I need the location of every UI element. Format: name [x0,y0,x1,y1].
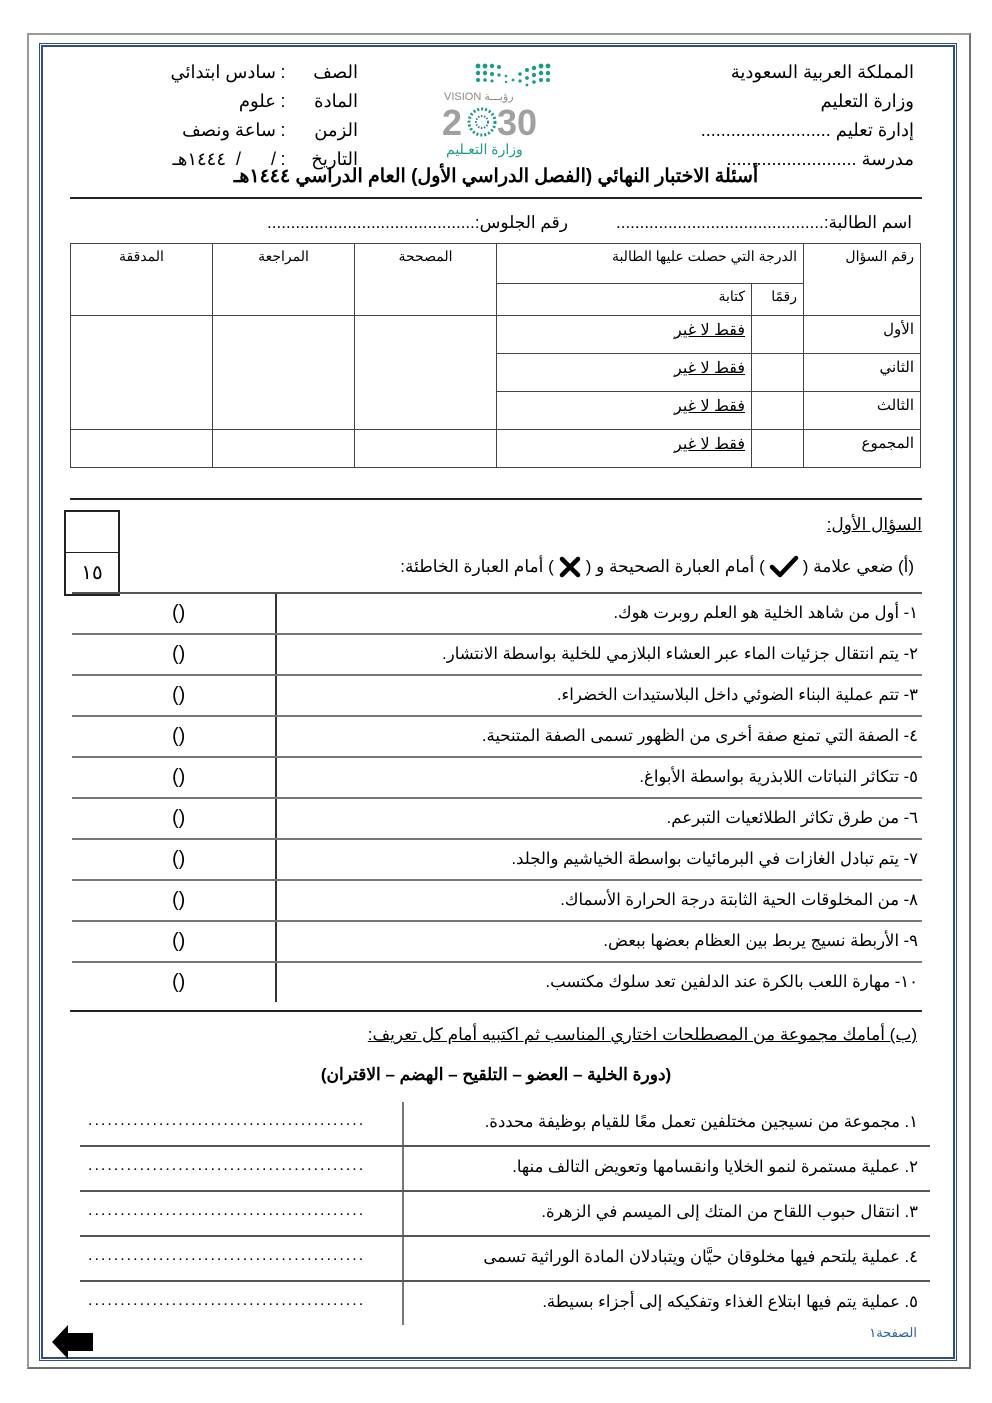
paren: ) [178,602,186,624]
list-item [80,1282,930,1325]
vision-text: VISION رؤيـــة [444,91,514,103]
grade-table [70,243,921,468]
grade-value: سادس ابتدائي [170,62,276,82]
statement-text: ٣- تتم عملية البناء الضوئي داخل البلاستيدات الخضراء. [275,676,922,715]
answer-slot[interactable] [72,635,275,674]
list-item [80,1147,930,1192]
section-divider [70,1010,922,1012]
list-item [80,1102,930,1147]
ministry-name: وزارة التعليم [820,91,914,111]
paren: ) [178,848,186,870]
header-words: كتابة [497,284,752,316]
student-info [267,213,912,233]
page-number: الصفحة١ [869,1325,917,1340]
instruction-text: ) أمام العبارة الصحيحة و ( [585,557,765,576]
time-label: الزمن [314,120,358,140]
header-grade: الدرجة التي حصلت عليها الطالبة [497,244,804,284]
paren: ( [172,807,179,829]
paren: ) [178,766,186,788]
definition-text: ٤. عملية يلتحم فيها مخلوقان حيَّان ويتبادلان المادة الوراثية تسمى [402,1237,930,1280]
statement-text: ٤- الصفة التي تمنع صفة أخرى من الظهور تسمى الصفة المتنحية. [275,717,922,756]
kingdom-name: المملكة العربية السعودية [730,62,914,82]
school-name: مدرسة .......................... [726,149,914,169]
arrow-left-icon[interactable] [50,1322,96,1362]
answer-slot[interactable] [72,758,275,797]
date-label: التاريخ [311,149,358,169]
statement-text: ٦- من طرق تكاثر الطلائعيات التبرعم. [275,799,922,838]
partB-terms: (دورة الخلية – العضو – التلقيح – الهضم – الاقتران) [320,1065,672,1084]
answer-field[interactable]: ........................................... [88,1292,366,1309]
vision-year: 2 [442,102,463,143]
words-cell[interactable] [497,392,752,430]
paren: ( [172,766,179,788]
instruction-text: (أ) ضعي علامة ( [802,557,914,576]
paren: ( [172,602,179,624]
question1-title: السؤال الأول: [826,515,922,534]
header-exam-info [88,58,358,174]
list-item [80,1192,930,1237]
date-value: / / ١٤٤٤هـ [172,149,276,169]
svg-text:30: 30 [497,102,538,143]
definition-text: ٣. انتقال حبوب اللقاح من المتك إلى الميسم في الزهرة. [402,1192,930,1235]
colon: : [280,149,286,169]
colon: : [280,91,286,111]
definitions-list [80,1102,930,1325]
words-cell[interactable] [497,430,752,468]
header-reviewer: المراجعة [213,244,355,316]
reviewer-cell[interactable] [213,316,355,430]
header-institution [701,58,914,174]
paren: ( [172,643,179,665]
header-corrector: المصححة [355,244,497,316]
score-earned-cell[interactable] [66,512,118,553]
statement-text: ٥- تتكاثر النباتات اللابذرية بواسطة الأبواغ. [275,758,922,797]
paren: ( [172,971,179,993]
colon: : [280,62,286,82]
subject-value: علوم [238,91,276,111]
student-name-field[interactable]: اسم الطالبة:............................................ [616,213,912,232]
list-item [80,1237,930,1282]
question1-score-box [64,510,120,596]
list-item [72,963,922,1002]
definition-text: ٥. عملية يتم فيها ابتلاع الغذاء وتفكيكه إلى أجزاء بسيطة. [402,1282,930,1325]
answer-field[interactable]: ........................................... [88,1247,366,1264]
list-item [72,717,922,758]
paren: ) [178,643,186,665]
paren: ( [172,848,179,870]
list-item [72,635,922,676]
statement-text: ٨- من المخلوقات الحية الثابتة درجة الحرارة الأسماك. [275,881,922,920]
table-row [71,316,921,354]
logo-graphic [440,58,565,158]
check-mark-icon [769,555,799,579]
paren: ( [172,889,179,911]
row-label: الثاني [804,354,921,392]
words-cell[interactable] [497,316,752,354]
words-cell[interactable] [497,354,752,392]
list-item [72,922,922,963]
row-label: الثالث [804,392,921,430]
header-question-no: رقم السؤال [804,244,921,316]
paren: ) [178,684,186,706]
grade-row [88,58,358,87]
answer-slot[interactable] [72,594,275,633]
partB-title: (ب) أمامك مجموعة من المصطلحات اختاري المناسب ثم اكتبيه أمام كل تعريف: [367,1025,917,1044]
words-text: فقط لا غير [674,360,745,377]
statement-text: ٩- الأربطة نسيج يربط بين العظام بعضها ببعض. [275,922,922,961]
corrector-cell[interactable] [355,430,497,468]
list-item [72,758,922,799]
statement-text: ١٠- مهارة اللعب بالكرة عند الدلفين تعد سلوك مكتسب. [275,963,922,1002]
paren: ) [178,930,186,952]
row-label: الأول [804,316,921,354]
list-item [72,840,922,881]
words-text: فقط لا غير [674,398,745,415]
auditor-cell[interactable] [71,430,213,468]
question1-instruction [400,555,914,579]
corrector-cell[interactable] [355,316,497,430]
digits-cell[interactable] [752,430,804,468]
section-divider [70,498,922,500]
statement-text: ١- أول من شاهد الخلية هو العلم روبرت هوك. [275,594,922,633]
true-false-list [72,592,922,1002]
answer-slot[interactable] [72,676,275,715]
subject-label: المادة [314,91,358,111]
grade-table-header [71,244,921,284]
ministry-logo-text: وزارة التعـليم [446,141,523,157]
definition-text: ٢. عملية مستمرة لنمو الخلايا وانقسامها وتعويض التالف منها. [402,1147,930,1190]
list-item [72,799,922,840]
answer-field[interactable]: ........................................... [88,1202,366,1219]
subject-row [88,87,358,116]
auditor-cell[interactable] [71,316,213,430]
digits-cell[interactable] [752,316,804,354]
paren: ) [178,725,186,747]
list-item [72,881,922,922]
paren: ( [172,725,179,747]
answer-slot[interactable] [72,881,275,920]
paren: ( [172,930,179,952]
paren: ) [178,889,186,911]
seat-number-field[interactable]: رقم الجلوس:............................................ [267,213,568,232]
words-text: فقط لا غير [674,322,745,339]
score-total: ١٥ [81,562,103,584]
answer-slot[interactable] [72,840,275,879]
exam-title: أسئلة الاختبار النهائي (الفصل الدراسي الأول) العام الدراسي ١٤٤٤هـ [233,166,759,187]
statement-text: ٧- يتم تبادل الغازات في البرمائيات بواسطة الخياشيم والجلد. [275,840,922,879]
header-divider [70,197,922,199]
x-mark-icon [558,555,582,579]
instruction-text: ) أمام العبارة الخاطئة: [400,557,554,576]
row-label: المجموع [804,430,921,468]
reviewer-cell[interactable] [213,430,355,468]
education-admin: إدارة تعليم .......................... [700,120,914,140]
grade-label: الصف [313,62,358,82]
header-digits: رقمًا [752,284,804,316]
answer-slot[interactable] [72,717,275,756]
table-row-total [71,430,921,468]
paren: ) [178,807,186,829]
answer-slot[interactable] [72,799,275,838]
list-item [72,594,922,635]
answer-slot[interactable] [72,922,275,961]
words-text: فقط لا غير [674,436,745,453]
statement-text: ٢- يتم انتقال جزئيات الماء عبر العشاء البلازمي للخلية بواسطة الانتشار. [275,635,922,674]
digits-cell[interactable] [752,354,804,392]
list-item [72,676,922,717]
paren: ) [178,971,186,993]
answer-field[interactable]: ........................................... [88,1112,366,1129]
answer-slot[interactable] [72,963,275,1002]
header-auditor: المدققة [71,244,213,316]
vision-2030-logo [440,58,565,158]
colon: : [280,120,286,140]
definition-text: ١. مجموعة من نسيجين مختلفين تعمل معًا للقيام بوظيفة محددة. [402,1102,930,1145]
digits-cell[interactable] [752,392,804,430]
paren: ( [172,684,179,706]
time-row [88,116,358,145]
answer-field[interactable]: ........................................... [88,1157,366,1174]
time-value: ساعة ونصف [182,120,276,140]
